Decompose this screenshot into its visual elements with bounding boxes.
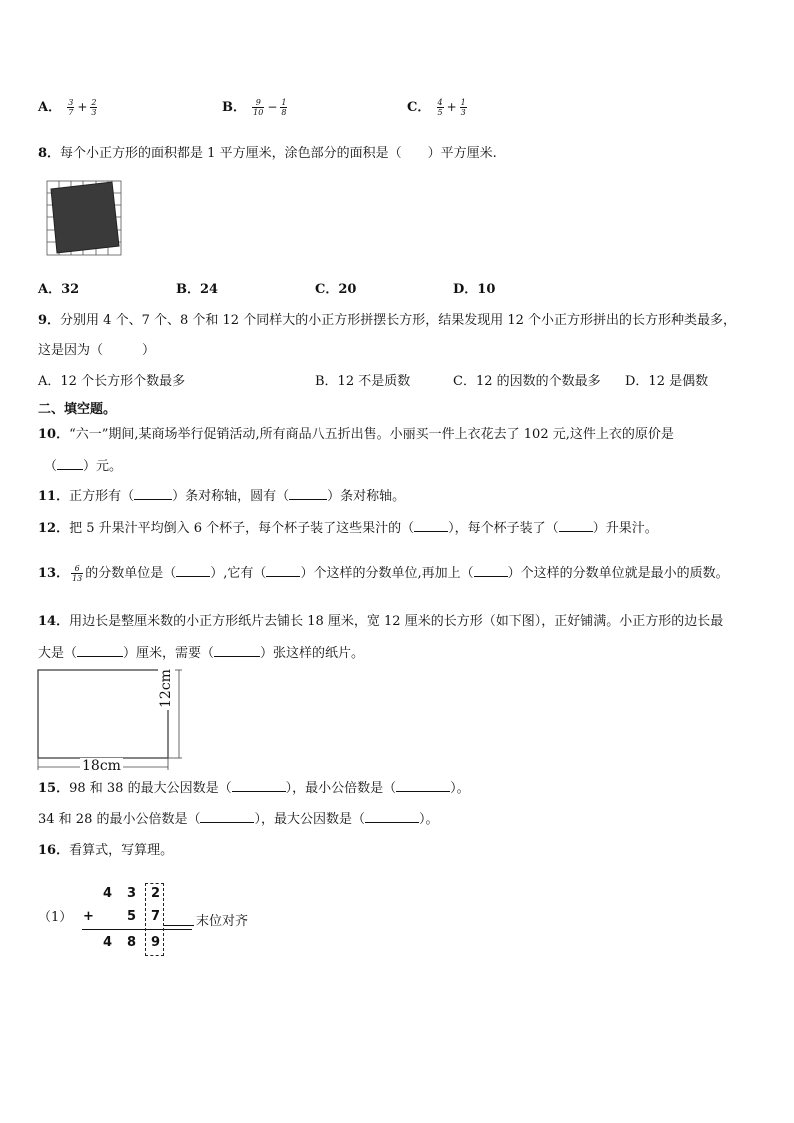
alignment-note: 末位对齐 (196, 914, 249, 929)
q14-question-line2: 大是（ ）厘米，需要（ ）张这样的纸片。 (38, 646, 365, 661)
q8-option-d: D．10 (453, 282, 496, 297)
question-number: 10． (38, 427, 70, 442)
fraction: $\frac{2}{3}$ (91, 98, 97, 117)
q9-option-c: C．12 的因数的个数最多 (453, 374, 601, 389)
q7-option-c-label: C． (407, 100, 431, 115)
answer-blank[interactable] (214, 645, 260, 657)
question-text: 每个小正方形的面积都是 1 平方厘米，涂色部分的面积是（ ）平方厘米. (60, 146, 497, 161)
answer-blank[interactable] (396, 780, 450, 792)
fraction: $\frac{9}{10}$ (253, 98, 264, 117)
digit: 4 (103, 886, 113, 901)
q9-question-line1 (38, 313, 736, 329)
question-number: 14． (38, 614, 70, 629)
digit: 8 (127, 935, 137, 950)
answer-blank[interactable] (232, 780, 286, 792)
q7-option-b-label: B． (222, 100, 246, 115)
q10-question-line1 (38, 427, 674, 443)
answer-blank[interactable] (474, 565, 508, 577)
answer-blank[interactable] (77, 645, 123, 657)
question-number: 8． (38, 146, 61, 161)
q7-option-a: A． $\frac{3}{7}$ + $\frac{2}{3}$ (38, 98, 97, 117)
answer-blank[interactable] (266, 565, 300, 577)
question-number: 13． (38, 566, 70, 581)
q16-question (38, 843, 173, 859)
q9-option-d: D．12 是偶数 (625, 374, 709, 389)
question-number: 9． (38, 313, 61, 328)
q9-question-line2: 这是因为（ ） (38, 343, 156, 358)
digit: 4 (103, 935, 113, 950)
question-text: 用边长是整厘米数的小正方形纸片去铺长 18 厘米，宽 12 厘米的长方形（如下图），正好铺满。小正方形的边长最 (69, 614, 724, 629)
question-number: 15． (38, 781, 70, 796)
q9-option-b: B．12 不是质数 (315, 374, 411, 389)
answer-blank[interactable] (200, 811, 254, 823)
fraction: $\frac{3}{7}$ (68, 98, 74, 117)
digit: 2 (151, 886, 161, 901)
q10-question-line2: （ ）元。 (44, 459, 123, 474)
q13-question: 13． $\frac{6}{13}$ 的分数单位是（ ）,它有（ ）个这样的分数单位,再加上（ ）个这样的分数单位就是最小的质数。 (38, 564, 729, 583)
note-pointer-line (164, 925, 194, 926)
dashed-alignment-box (145, 883, 164, 956)
answer-blank[interactable] (289, 488, 327, 500)
q8-option-c: C．20 (315, 282, 357, 297)
q12-question: 12．把 5 升果汁平均倒入 6 个杯子，每个杯子装了这些果汁的（ ），每个杯子装了（ ）升果汁。 (38, 521, 658, 536)
question-number: 11． (38, 489, 70, 504)
fraction: $\frac{6}{13}$ (72, 564, 83, 583)
q7-option-c: C． $\frac{4}{5}$ + $\frac{1}{3}$ (407, 98, 466, 117)
q16-vertical-calculation (80, 880, 260, 960)
q14-rectangle (38, 670, 168, 758)
q14-question-line1 (38, 614, 723, 630)
digit: 9 (151, 935, 161, 950)
q14-height-label: 12cm (158, 669, 174, 708)
q8-option-a: A．32 (38, 282, 80, 297)
q14-width-label: 18cm (82, 758, 121, 774)
question-text: 分别用 4 个、7 个、8 个和 12 个同样大的小正方形拼摆长方形，结果发现用 12 个小正方形拼出的长方形种类最多， (60, 313, 737, 328)
question-text: “六一”期间,某商场举行促销活动,所有商品八五折出售。小丽买一件上衣花去了 102 元,这件上衣的原价是 (69, 427, 674, 442)
q15-question-line1: 15．98 和 38 的最大公因数是（ ），最小公倍数是（ ）。 (38, 781, 470, 796)
q8-option-b: B．24 (176, 282, 219, 297)
answer-blank[interactable] (176, 565, 210, 577)
q8-shaded-square (51, 182, 119, 253)
answer-blank[interactable] (57, 458, 83, 470)
q7-option-b: B． $\frac{9}{10}$ − $\frac{1}{8}$ (222, 98, 287, 117)
question-text: 看算式，写算理。 (69, 843, 174, 858)
answer-blank[interactable] (414, 520, 448, 532)
digit: 5 (127, 909, 137, 924)
answer-blank[interactable] (365, 811, 419, 823)
digit: 3 (127, 886, 137, 901)
q16-sub-label: （1） (38, 910, 73, 925)
answer-blank[interactable] (559, 520, 593, 532)
fraction: $\frac{4}{5}$ (437, 98, 443, 117)
question-number: 12． (38, 521, 70, 536)
plus-sign: + (83, 909, 94, 924)
question-number: 16． (38, 843, 70, 858)
sum-line (82, 929, 192, 930)
q15-question-line2: 34 和 28 的最小公倍数是（ ），最大公因数是（ ）。 (38, 812, 439, 827)
answer-blank[interactable] (134, 488, 172, 500)
q8-question (38, 146, 497, 162)
fraction: $\frac{1}{8}$ (281, 98, 287, 117)
q7-option-a-label: A． (38, 100, 62, 115)
q9-option-a: A．12 个长方形个数最多 (38, 374, 186, 389)
q11-question: 11．正方形有（ ）条对称轴，圆有（ ）条对称轴。 (38, 489, 406, 504)
q8-grid-figure (46, 180, 122, 256)
section-title: 二、填空题。 (38, 402, 117, 417)
digit: 7 (151, 909, 161, 924)
fraction: $\frac{1}{3}$ (460, 98, 466, 117)
